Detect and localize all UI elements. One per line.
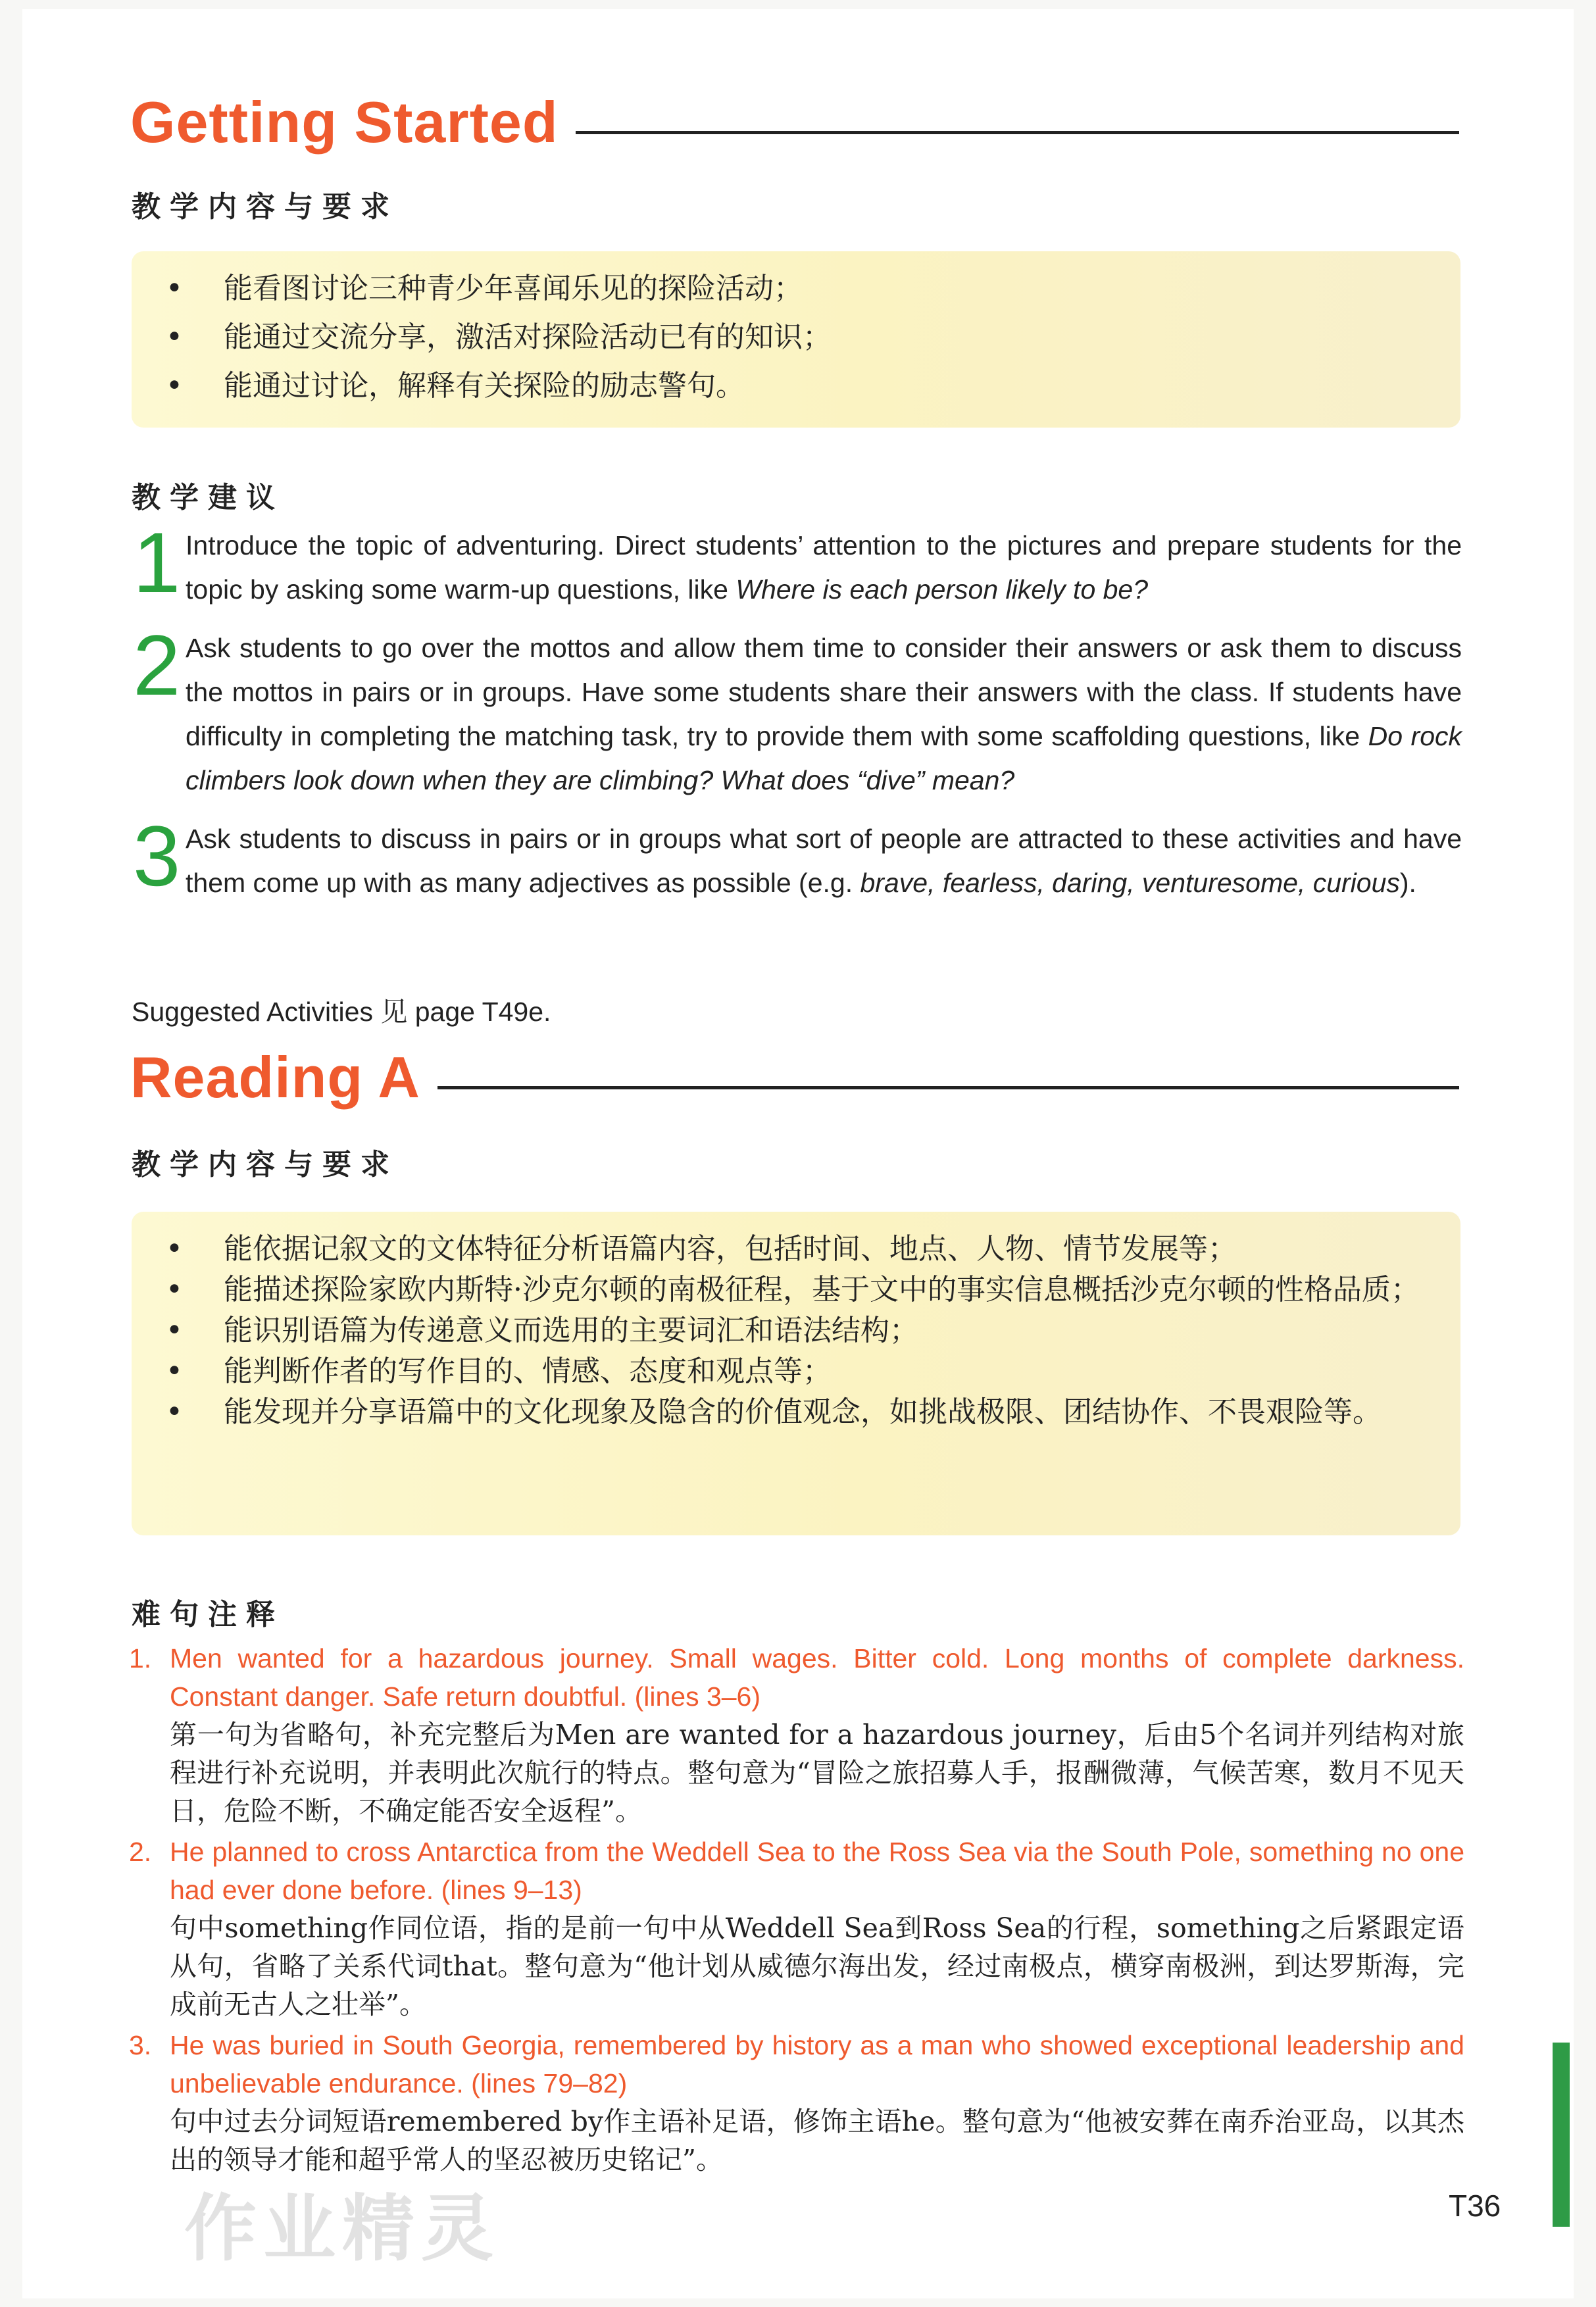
list-item: • 能描述探险家欧内斯特·沙克尔顿的南极征程，基于文中的事实信息概括沙克尔顿的性格品质； [132, 1270, 1421, 1310]
list-item: • 能判断作者的写作目的、情感、态度和观点等； [132, 1351, 1421, 1392]
side-tab [1553, 2043, 1570, 2227]
getting-started-title: Getting Started [130, 89, 559, 155]
bullet-icon: • [166, 320, 183, 354]
note-sentence: 2. He planned to cross Antarctica from the Weddell Sea to the Ross Sea via the South Pole, something no one had ever done before. (lines 9–13) [129, 1837, 1464, 1905]
gs-requirements-list [132, 251, 1460, 407]
note-explanation: 句中过去分词短语remembered by作主语补足语，修饰主语he。整句意为“他被安葬在南乔治亚岛，以其杰出的领导才能和超乎常人的坚忍被历史铭记”。 [170, 2106, 1464, 2175]
gs-suggestions-heading: 教学建议 [132, 481, 284, 514]
ra-requirements-heading: 教学内容与要求 [132, 1148, 399, 1181]
step-2: 2 Ask students to go over the mottos and allow them time to consider their answers or ask them to discuss the mottos in pairs or in groups. Have some students share their answers with the class. If students have difficulty in completing the matching task, try to provide them with some scaffolding questions, like Do rock climbers look down when they are climbing? What does “dive” mean? [133, 617, 1462, 795]
list-item: • 能识别语篇为传递意义而选用的主要词汇和语法结构； [132, 1310, 1421, 1351]
ra-requirements-box [132, 1212, 1460, 1535]
bullet-icon: • [166, 1395, 183, 1429]
step-1: 1 Introduce the topic of adventuring. Direct students’ attention to the pictures and prepare students for the topic by asking some warm-up questions, like Where is each person likely to be? [133, 514, 1462, 610]
bullet-icon: • [166, 1232, 183, 1266]
ra-notes [129, 1639, 1464, 2181]
step-number: 1 [133, 514, 181, 610]
list-item: • 能通过交流分享，激活对探险活动已有的知识； [132, 317, 1460, 358]
note-1 [129, 1639, 1464, 1830]
list-item: • 能依据记叙文的文体特征分析语篇内容，包括时间、地点、人物、情节发展等； [132, 1229, 1421, 1270]
note-sentence: 1. Men wanted for a hazardous journey. Small wages. Bitter cold. Long months of complete darkness. Constant danger. Safe return doubtful. (lines 3–6) [129, 1643, 1464, 1712]
note-explanation: 句中something作同位语，指的是前一句中从Weddell Sea到Ross Sea的行程，something之后紧跟定语从句，省略了关系代词that。整句意为“他计划从威德尔海出发，经过南极点，横穿南极洲，到达罗斯海，完成前无古人之壮举”。 [170, 1912, 1464, 2020]
ra-notes-heading: 难句注释 [132, 1598, 284, 1631]
note-2 [129, 1833, 1464, 2023]
header-rule [437, 1086, 1459, 1089]
watermark: 作业精灵 [184, 2187, 500, 2271]
bullet-icon: • [166, 1273, 183, 1306]
bullet-icon: • [166, 1314, 183, 1347]
bullet-icon: • [166, 1354, 183, 1388]
list-item: • 能通过讨论，解释有关探险的励志警句。 [132, 366, 1460, 407]
step-3: 3 Ask students to discuss in pairs or in groups what sort of people are attracted to these activities and have them come up with as many adjectives as possible (e.g. brave, fearless, daring, venturesome, curious). [133, 808, 1462, 904]
header-rule [576, 131, 1459, 134]
page-number: T36 [1449, 2189, 1501, 2223]
list-item: • 能发现并分享语篇中的文化现象及隐含的价值观念，如挑战极限、团结协作、不畏艰险等。 [132, 1392, 1421, 1433]
ra-requirements-list [132, 1212, 1421, 1433]
note-explanation: 第一句为省略句，补充完整后为Men are wanted for a hazardous journey，后由5个名词并列结构对旅程进行补充说明，并表明此次航行的特点。整句意为“冒险之旅招募人手，报酬微薄，气候苦寒，数月不见天日，危险不断，不确定能否安全返程”。 [170, 1719, 1464, 1827]
gs-steps [133, 514, 1462, 920]
gs-requirements-heading: 教学内容与要求 [132, 190, 399, 224]
suggested-activities: Suggested Activities 见 page T49e. [132, 997, 551, 1027]
step-number: 3 [133, 808, 181, 904]
reading-a-header [130, 1045, 1459, 1110]
note-3 [129, 2026, 1464, 2179]
reading-a-title: Reading A [130, 1045, 420, 1110]
step-number: 2 [133, 617, 181, 713]
getting-started-header [130, 89, 1459, 155]
list-item: • 能看图讨论三种青少年喜闻乐见的探险活动； [132, 268, 1460, 309]
bullet-icon: • [166, 272, 183, 305]
gs-requirements-box [132, 251, 1460, 428]
note-sentence: 3. He was buried in South Georgia, remembered by history as a man who showed exceptional leadership and unbelievable endurance. (lines 79–82) [129, 2030, 1464, 2098]
bullet-icon: • [166, 369, 183, 403]
